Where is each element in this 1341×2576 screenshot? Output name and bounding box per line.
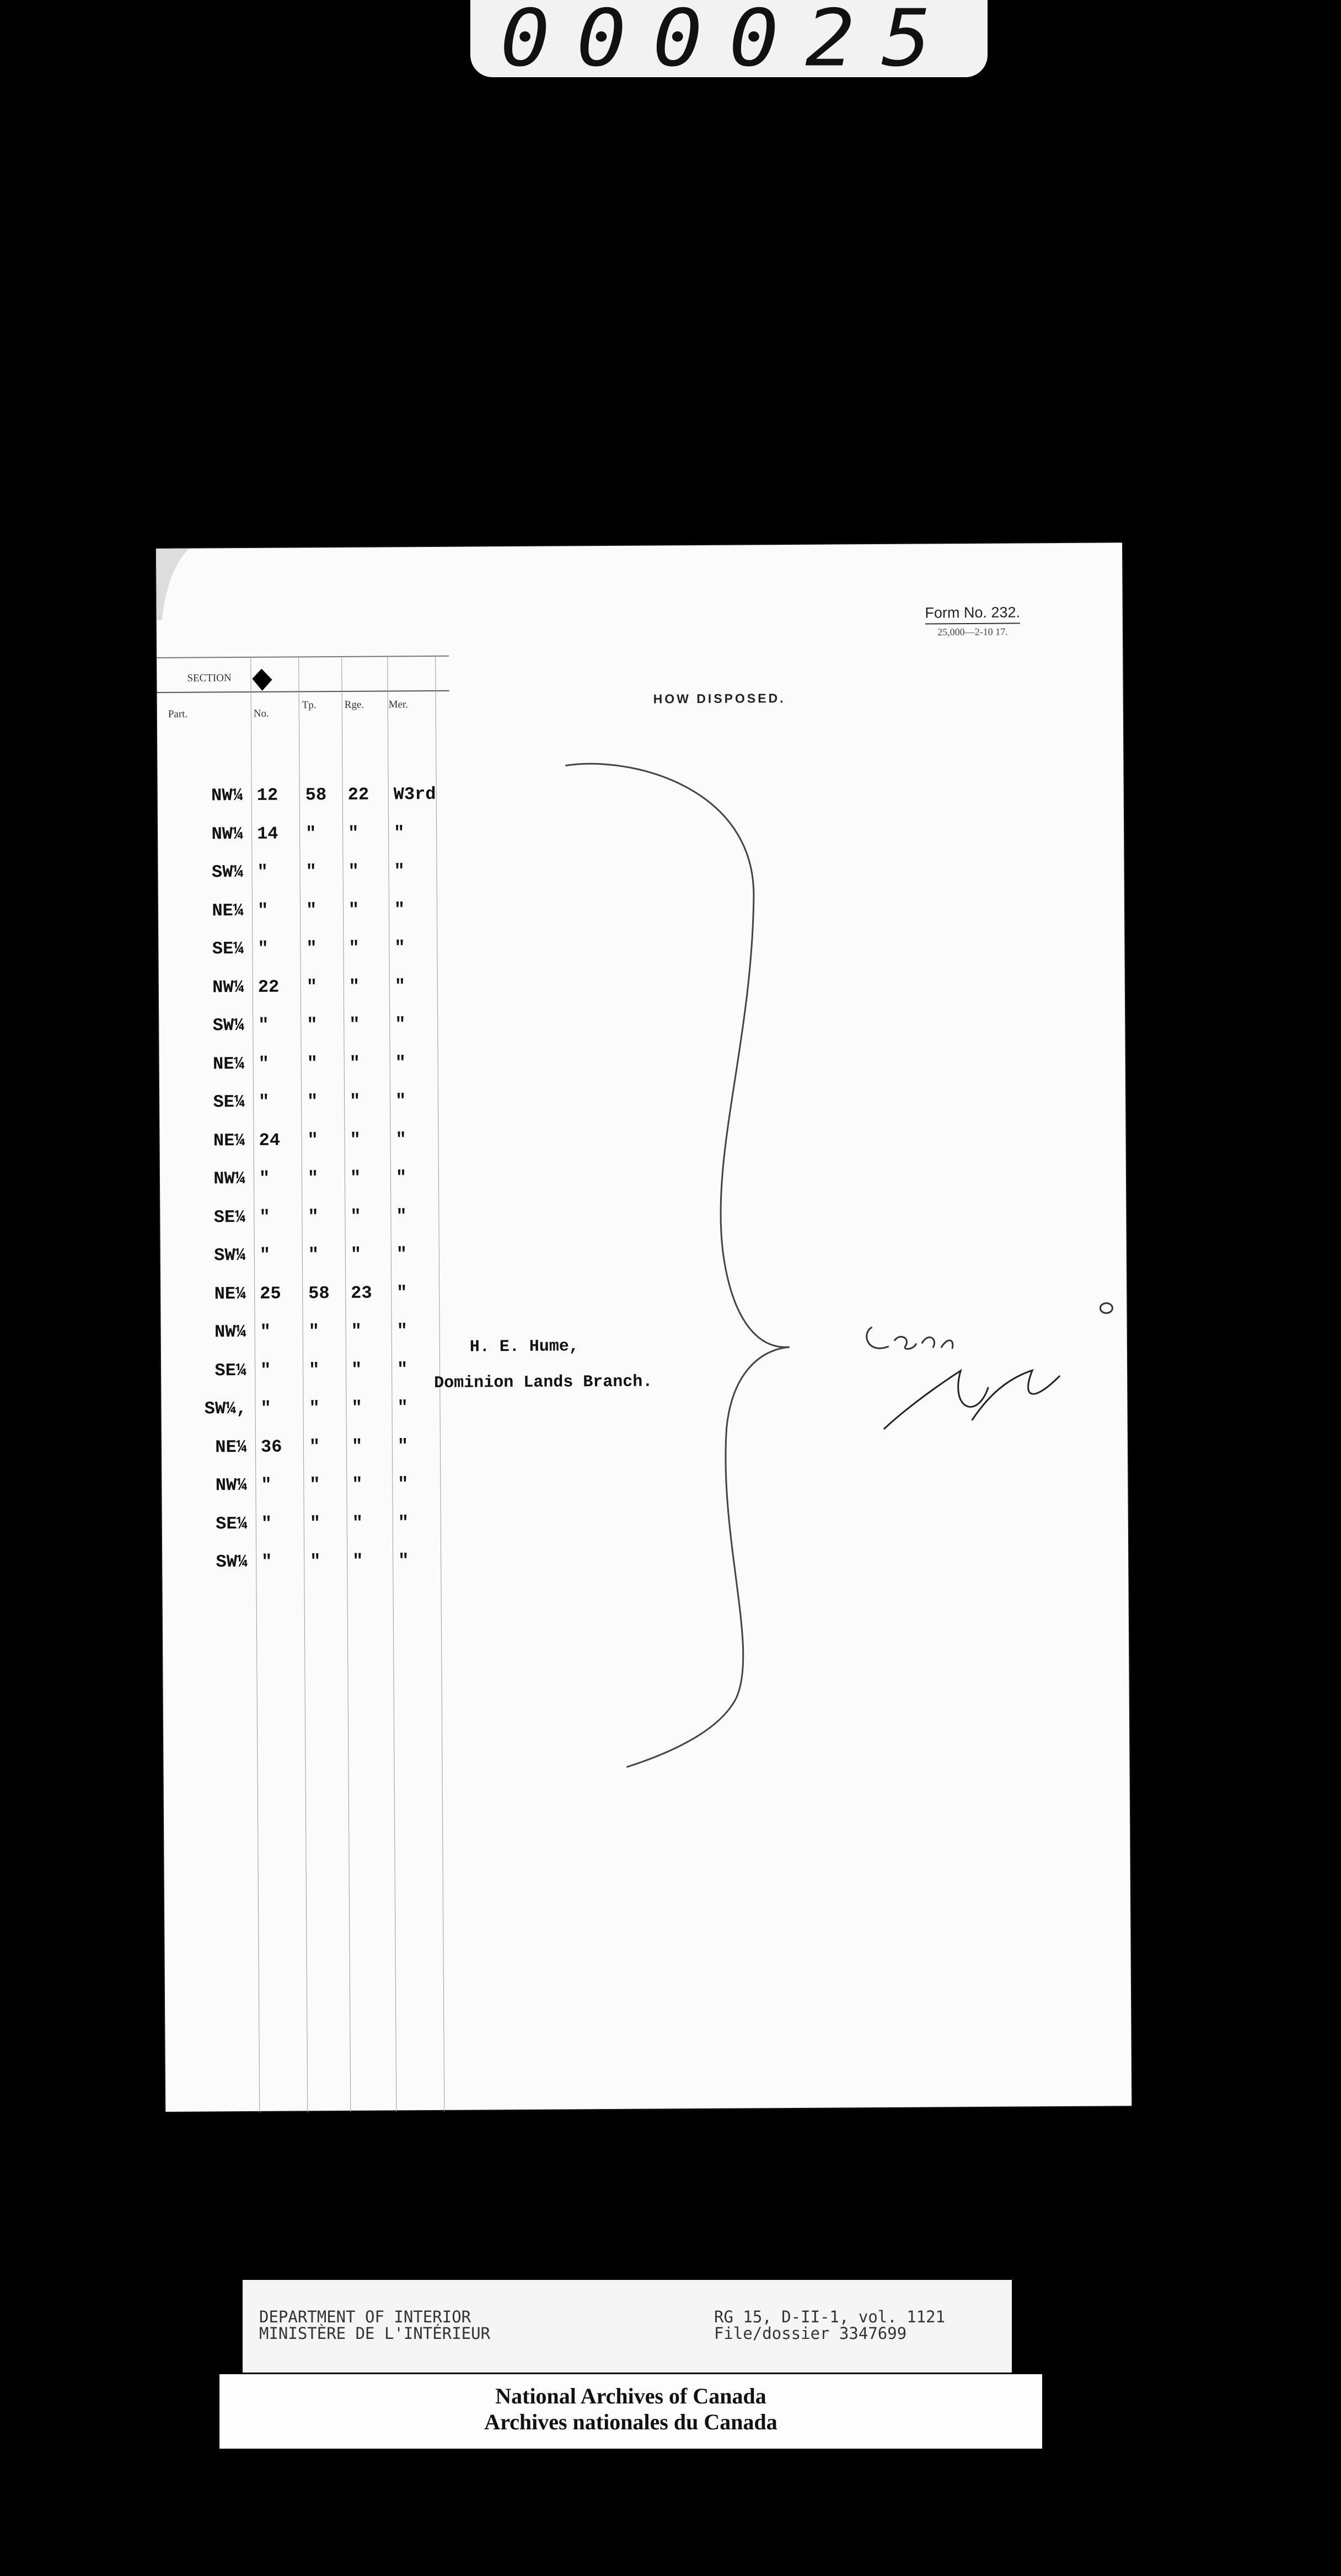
row-tp: " <box>307 1168 319 1189</box>
archive-reference-label <box>243 2280 1012 2373</box>
row-no: " <box>257 861 268 882</box>
row-mer: " <box>398 1474 409 1495</box>
row-part: SE¼ <box>212 938 244 959</box>
row-part: SE¼ <box>214 1360 247 1381</box>
table-row <box>161 1397 448 1432</box>
row-part: NW¼ <box>214 1322 246 1343</box>
header-rge: Rge. <box>344 699 364 711</box>
row-tp: " <box>308 1321 319 1342</box>
header-tp: Tp. <box>302 699 317 711</box>
header-part: Part. <box>168 708 188 720</box>
row-part: SW¼ <box>212 1015 245 1036</box>
form-number: Form No. 232. <box>925 604 1020 624</box>
row-mer: " <box>395 1052 406 1073</box>
row-tp: " <box>308 1359 320 1380</box>
table-row <box>158 784 444 819</box>
row-no: 12 <box>256 785 278 806</box>
handwritten-annotations <box>850 1298 1160 1498</box>
row-tp: " <box>307 1091 318 1112</box>
table-row <box>160 1282 447 1317</box>
table-row <box>160 1244 447 1279</box>
row-part: NW¼ <box>215 1475 248 1496</box>
row-rge: " <box>350 1129 361 1150</box>
table-row <box>159 975 446 1010</box>
row-rge: 23 <box>351 1282 372 1303</box>
row-mer: " <box>397 1397 408 1418</box>
table-row <box>162 1512 449 1547</box>
row-no: 24 <box>259 1130 281 1151</box>
table-row <box>162 1550 449 1585</box>
table-row <box>159 1052 446 1087</box>
header-section: SECTION <box>187 672 232 684</box>
table-row <box>161 1359 448 1393</box>
archive-file-number: File/dossier 3347699 <box>714 2324 907 2343</box>
row-rge: " <box>350 1167 361 1188</box>
row-rge: " <box>350 1091 361 1112</box>
row-mer: " <box>396 1359 408 1380</box>
row-no: " <box>260 1360 271 1381</box>
ink-blot-mark <box>248 667 275 694</box>
row-mer: " <box>394 899 405 920</box>
table-row <box>158 861 444 895</box>
table-row <box>162 1435 448 1470</box>
header-no: No. <box>253 707 269 720</box>
header-rule <box>157 690 449 693</box>
row-part: NE¼ <box>214 1283 246 1304</box>
row-part: SW¼ <box>214 1245 246 1266</box>
form-number-block <box>906 604 1039 638</box>
row-no: " <box>261 1513 272 1534</box>
table-row <box>158 899 445 933</box>
row-tp: " <box>309 1474 320 1495</box>
row-tp: 58 <box>305 785 327 806</box>
row-rge: " <box>348 976 360 997</box>
row-no: " <box>261 1551 272 1572</box>
row-rge: " <box>351 1397 362 1418</box>
table-row <box>159 1014 446 1049</box>
row-no: " <box>259 1244 271 1265</box>
row-no: 25 <box>260 1283 281 1304</box>
row-rge: " <box>351 1359 362 1380</box>
row-no: " <box>261 1474 272 1495</box>
row-mer: " <box>398 1512 409 1533</box>
row-rge: " <box>352 1474 363 1495</box>
row-part: SE¼ <box>216 1513 248 1534</box>
row-mer: " <box>396 1282 407 1303</box>
row-mer: " <box>397 1435 409 1456</box>
row-mer: W3rd <box>393 783 436 805</box>
row-mer: " <box>395 1167 407 1188</box>
national-archives-label <box>219 2374 1042 2449</box>
row-tp: " <box>309 1398 320 1419</box>
document-sheet <box>156 543 1131 2112</box>
row-tp: " <box>308 1244 319 1265</box>
row-tp: " <box>305 899 317 920</box>
row-no: " <box>258 1015 269 1035</box>
row-no: " <box>258 1053 270 1074</box>
row-tp: 58 <box>308 1282 330 1303</box>
row-rge: " <box>348 823 359 844</box>
row-tp: " <box>307 1053 318 1074</box>
header-how-disposed: HOW DISPOSED. <box>653 691 786 706</box>
row-mer: " <box>395 1091 406 1112</box>
disposition-name: H. E. Hume, <box>469 1337 580 1357</box>
row-part: NE¼ <box>213 1130 245 1151</box>
row-mer: " <box>398 1550 409 1571</box>
header-top-rule <box>157 656 449 658</box>
row-part: NE¼ <box>215 1436 248 1457</box>
frame-number: 000025 <box>500 0 958 84</box>
row-no: 22 <box>258 976 280 997</box>
table-row <box>161 1321 448 1355</box>
row-no: " <box>259 1168 270 1189</box>
row-rge: " <box>348 899 360 920</box>
table-row <box>158 937 445 972</box>
row-rge: " <box>350 1244 362 1265</box>
row-part: NW¼ <box>212 976 244 997</box>
row-tp: " <box>305 823 317 844</box>
row-no: 14 <box>257 823 278 844</box>
disposition-branch: Dominion Lands Branch. <box>434 1372 653 1393</box>
table-row <box>158 822 444 857</box>
department-english: DEPARTMENT OF INTERIOR <box>259 2307 471 2326</box>
row-rge: " <box>351 1321 362 1341</box>
archives-french: Archives nationales du Canada <box>484 2409 777 2434</box>
row-mer: " <box>394 937 405 958</box>
frame-number-label <box>470 0 988 84</box>
row-mer: " <box>396 1244 407 1265</box>
row-rge: " <box>352 1512 363 1533</box>
row-rge: " <box>349 1053 361 1074</box>
row-part: SE¼ <box>213 1206 246 1227</box>
row-part: NW¼ <box>211 823 244 844</box>
row-tp: " <box>307 1129 318 1150</box>
row-part: NE¼ <box>212 900 244 921</box>
row-no: " <box>259 1206 270 1227</box>
row-tp: " <box>307 1015 318 1035</box>
row-mer: " <box>396 1321 407 1341</box>
row-no: " <box>258 938 269 959</box>
row-tp: " <box>310 1551 321 1572</box>
row-rge: " <box>352 1550 363 1571</box>
row-no: " <box>260 1398 271 1419</box>
department-french: MINISTÈRE DE L'INTÉRIEUR <box>259 2324 491 2343</box>
row-tp: " <box>309 1436 320 1457</box>
row-rge: " <box>349 1014 360 1035</box>
row-no: " <box>259 1091 270 1112</box>
row-part: SW¼ <box>216 1552 248 1573</box>
table-row <box>162 1474 448 1509</box>
row-rge: 22 <box>347 784 369 805</box>
row-part: SW¼, <box>204 1398 247 1419</box>
row-mer: " <box>394 861 405 882</box>
table-row <box>159 1129 446 1163</box>
row-mer: " <box>395 1014 406 1035</box>
table-row <box>160 1205 447 1240</box>
header-mer: Mer. <box>388 699 409 711</box>
row-mer: " <box>395 1129 406 1150</box>
row-part: SW¼ <box>211 862 244 883</box>
row-mer: " <box>396 1205 407 1226</box>
row-mer: " <box>394 975 406 996</box>
row-tp: " <box>305 861 317 882</box>
row-part: NW¼ <box>211 785 243 806</box>
form-print-code: 25,000—2-10 17. <box>937 626 1008 638</box>
row-part: SE¼ <box>213 1092 245 1113</box>
row-part: NE¼ <box>212 1053 245 1074</box>
row-no: 36 <box>260 1436 282 1457</box>
row-rge: " <box>348 937 360 958</box>
archive-reference: RG 15, D-II-1, vol. 1121 <box>714 2307 946 2326</box>
archives-english: National Archives of Canada <box>495 2384 766 2408</box>
corner-curl-shape <box>156 549 195 620</box>
row-tp: " <box>309 1512 321 1533</box>
table-row <box>160 1167 447 1202</box>
row-rge: " <box>350 1206 361 1227</box>
row-tp: " <box>308 1206 319 1227</box>
row-part: NW¼ <box>213 1168 246 1189</box>
table-row <box>159 1091 446 1125</box>
row-no: " <box>260 1321 271 1342</box>
row-rge: " <box>348 861 359 882</box>
row-tp: " <box>306 976 318 997</box>
row-rge: " <box>351 1436 363 1457</box>
row-mer: " <box>394 822 405 843</box>
row-no: " <box>257 900 269 921</box>
row-tp: " <box>306 938 317 959</box>
